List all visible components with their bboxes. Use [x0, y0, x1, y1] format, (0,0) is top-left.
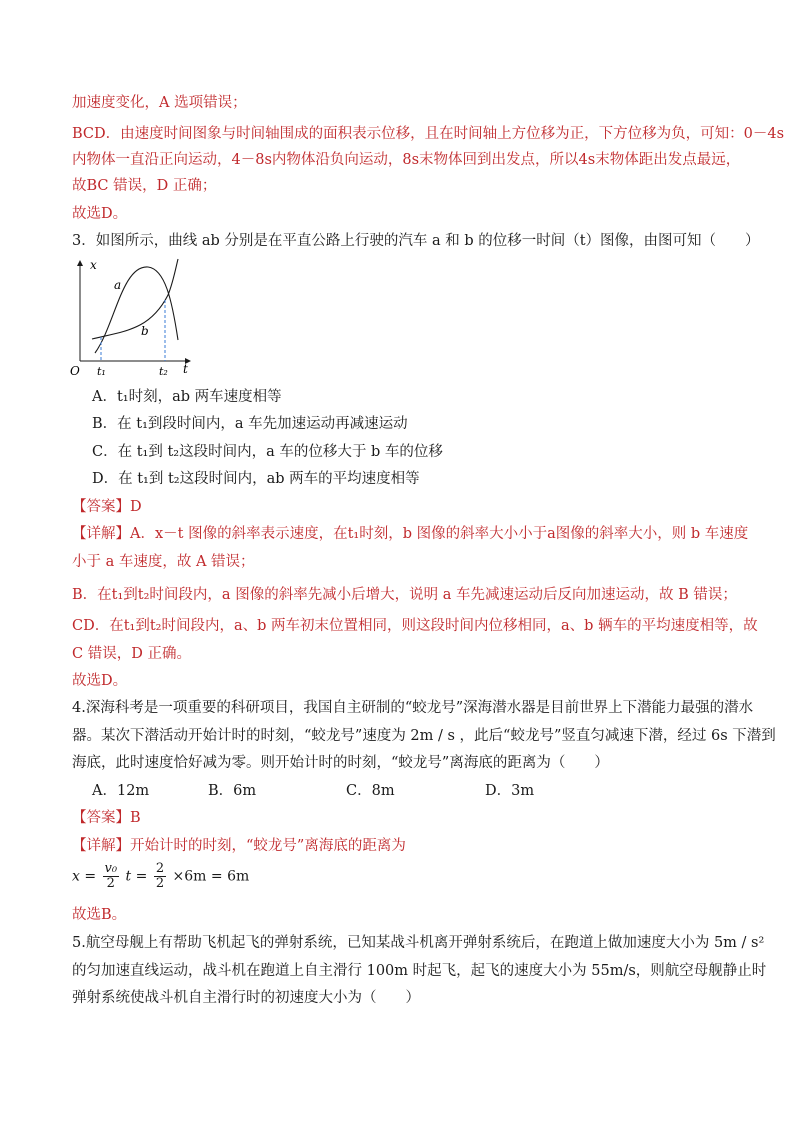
formula-rest: ×6m = 6m: [172, 868, 250, 885]
prev-explanation-line-4: 故BC 错误，D 正确；: [72, 178, 217, 194]
q5-stem-line-3: 弹射系统使战斗机自主滑行时的初速度大小为（ ）: [72, 990, 420, 1006]
formula-num-1: v₀: [104, 861, 118, 876]
formula-lhs: x =: [72, 868, 97, 885]
formula-mid: t =: [125, 868, 148, 885]
prev-explanation-line-1: 加速度变化，A 选项错误；: [72, 95, 247, 111]
q3-choice: 故选D。: [72, 673, 128, 689]
q4-stem-line-2: 器。某次下潜活动开始计时的时刻，“蛟龙号”速度为 2m / s ，此后“蛟龙号”竖直匀减速下潜，经过 6s 下潜到: [72, 728, 776, 744]
t1-label: t₁: [97, 365, 106, 378]
q4-option-b: B．6m: [208, 783, 257, 799]
prev-explanation-line-3: 内物体一直沿正向运动，4－8s内物体沿负向运动，8s末物体回到出发点，所以4s末物体距出发点最远，: [72, 152, 741, 168]
formula-fraction-2: [154, 862, 166, 891]
q5-stem-line-1: 5.航空母舰上有帮助飞机起飞的弹射系统，已知某战斗机离开弹射系统后，在跑道上做加速度大小为 5m / s²: [72, 935, 765, 951]
t2-label: t₂: [159, 365, 168, 378]
q3-answer: 【答案】D: [72, 499, 142, 515]
origin-label: O: [70, 364, 80, 378]
q3-detail-line-1: 【详解】A．x－t 图像的斜率表示速度，在t₁时刻，b 图像的斜率大小小于a图像的斜率大小，则 b 车速度: [72, 526, 749, 542]
q4-answer: 【答案】B: [72, 810, 141, 826]
curve-a-label: a: [114, 278, 122, 292]
formula-den-1: 2: [106, 876, 115, 891]
q3-stem: 3．如图所示，曲线 ab 分别是在平直公路上行驶的汽车 a 和 b 的位移一时间（t）图像，由图可知（ ）: [72, 233, 760, 249]
prev-choice: 故选D。: [72, 206, 128, 222]
q3-option-a: A．t₁时刻，ab 两车速度相等: [92, 389, 282, 405]
q3-option-b: B．在 t₁到段时间内，a 车先加速运动再减速运动: [92, 416, 408, 432]
q3-option-d: D．在 t₁到 t₂这段时间内，ab 两车的平均速度相等: [92, 471, 420, 487]
y-axis-label: x: [90, 258, 97, 272]
prev-explanation-line-2: BCD．由速度时间图象与时间轴围成的面积表示位移，且在时间轴上方位移为正，下方位移为负，可知：0－4s: [72, 126, 785, 142]
q3-detail-line-4: CD．在t₁到t₂时间段内，a、b 两车初末位置相同，则这段时间内位移相同，a、b 辆车的平均速度相等，故: [72, 618, 758, 634]
q3-option-c: C．在 t₁到 t₂这段时间内，a 车的位移大于 b 车的位移: [92, 444, 443, 460]
q3-position-time-graph: [70, 255, 200, 380]
formula-den-2: 2: [155, 876, 165, 891]
q4-stem-line-1: 4.深海科考是一项重要的科研项目，我国自主研制的“蛟龙号”深海潜水器是目前世界上下潜能力最强的潜水: [72, 700, 754, 716]
q4-stem-line-3: 海底，此时速度恰好减为零。则开始计时的时刻，“蛟龙号”离海底的距离为（ ）: [72, 755, 609, 771]
curve-a: [95, 267, 178, 353]
q3-detail-line-5: C 错误，D 正确。: [72, 646, 191, 662]
q4-option-c: C．8m: [346, 783, 395, 799]
q3-detail-line-2: 小于 a 车速度，故 A 错误；: [72, 554, 255, 570]
formula-fraction-1: [103, 862, 120, 891]
q4-detail: 【详解】开始计时的时刻，“蛟龙号”离海底的距离为: [72, 838, 406, 854]
x-axis-label: t: [183, 362, 188, 376]
q4-option-a: A．12m: [92, 783, 150, 799]
formula-num-2: 2: [155, 861, 165, 876]
q4-choice: 故选B。: [72, 907, 127, 923]
q4-formula: [72, 862, 249, 891]
q4-option-d: D．3m: [485, 783, 535, 799]
curve-b-label: b: [141, 324, 149, 338]
q5-stem-line-2: 的匀加速直线运动，战斗机在跑道上自主滑行 100m 时起飞，起飞的速度大小为 55m/s，则航空母舰静止时: [72, 963, 767, 979]
q3-detail-line-3: B．在t₁到t₂时间段内，a 图像的斜率先减小后增大，说明 a 车先减速运动后反向加速运动，故 B 错误；: [72, 587, 737, 603]
